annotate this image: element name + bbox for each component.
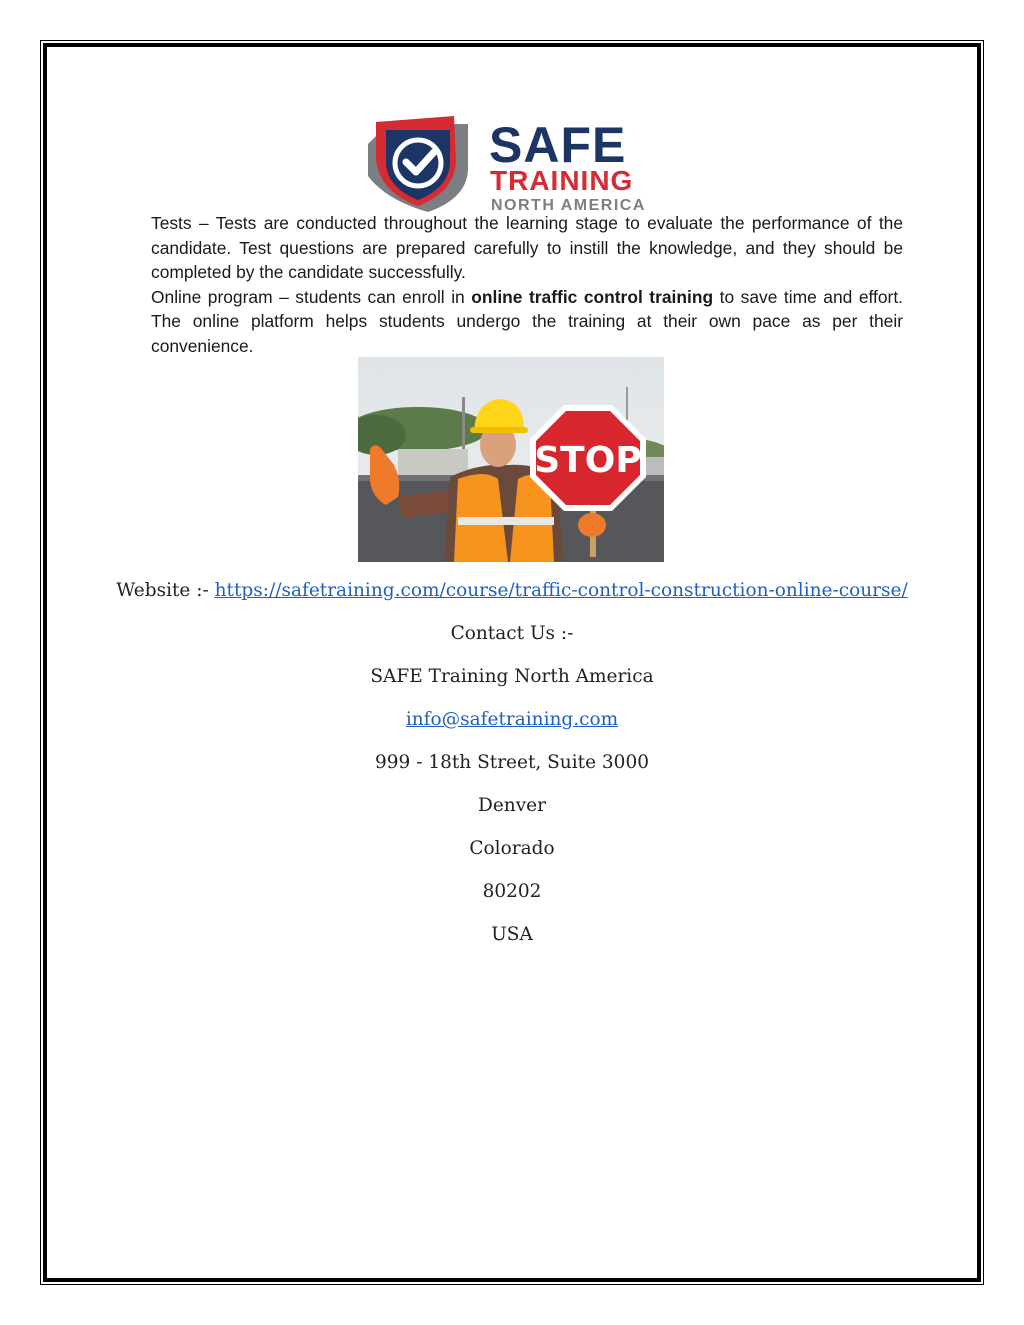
logo-graphic	[366, 116, 688, 212]
p2-bold: online traffic control training	[471, 286, 714, 307]
p2-before: Online program – students can enroll in	[151, 286, 472, 307]
email-link[interactable]: info@safetraining.com	[405, 709, 619, 730]
p2-after: to save time and effort. The online platform helps students undergo the training at their own pace as per their convenience.	[151, 286, 903, 356]
safe-training-logo	[366, 116, 688, 212]
traffic-worker-photo	[358, 357, 664, 562]
country: USA	[491, 924, 533, 945]
website-line	[60, 580, 964, 601]
body-text	[151, 211, 903, 358]
street-address: 999 - 18th Street, Suite 3000	[375, 752, 649, 773]
logo-north-america-text: NORTH AMERICA	[491, 197, 646, 212]
zip-code: 80202	[482, 881, 542, 902]
state: Colorado	[469, 838, 555, 859]
website-label: Website :-	[116, 580, 215, 601]
email-line	[60, 709, 964, 730]
online-program-paragraph	[151, 285, 903, 359]
tests-paragraph: Tests – Tests are conducted throughout the learning stage to evaluate the performance of the candidate. Test questions are prepared carefully to instill the knowledge, and they should be completed by the candidate successfully.	[151, 213, 903, 282]
svg-text:STOP: STOP	[534, 440, 642, 481]
city: Denver	[478, 795, 546, 816]
logo-training-text: TRAINING	[490, 165, 634, 196]
logo-safe-text: SAFE	[489, 117, 627, 173]
website-link[interactable]: https://safetraining.com/course/traffic-control-construction-online-course/	[214, 580, 908, 601]
company-name: SAFE Training North America	[370, 666, 654, 687]
contact-heading: Contact Us :-	[450, 623, 574, 644]
